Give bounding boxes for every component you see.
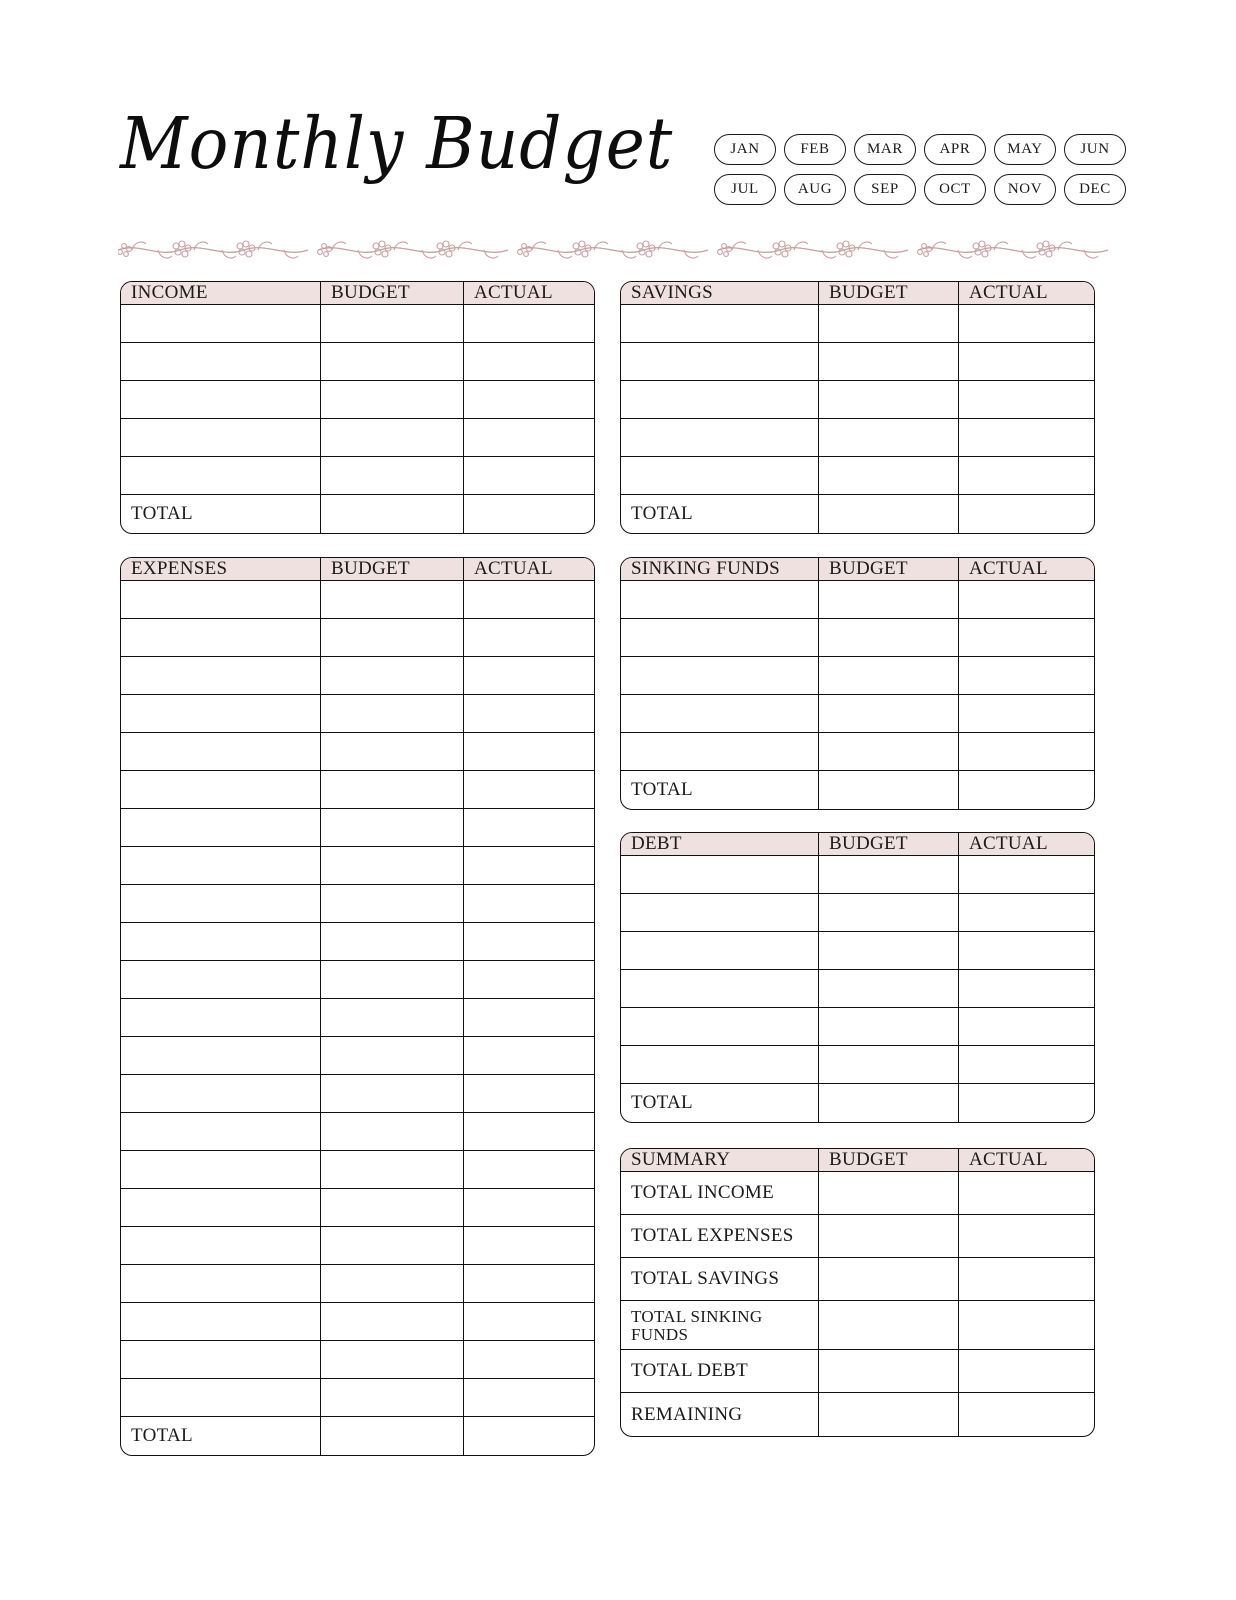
month-chip-nov[interactable]: NOV [994,174,1056,205]
savings-row-actual[interactable] [959,381,1094,418]
expenses-row-budget[interactable] [321,1265,464,1302]
income-total-budget[interactable] [321,495,464,533]
expenses-row-budget[interactable] [321,885,464,922]
savings-row-actual[interactable] [959,305,1094,342]
table-header-row [621,282,1094,305]
savings-row-actual[interactable] [959,457,1094,494]
table-row[interactable] [121,581,594,619]
expenses-row-budget[interactable] [321,1341,464,1378]
summary-header-label: SUMMARY [621,1149,819,1171]
summary-row-total-income[interactable] [621,1172,1094,1215]
savings-header-label: SAVINGS [621,282,819,304]
table-row[interactable] [621,581,1094,619]
table-row[interactable] [621,695,1094,733]
table-row[interactable] [121,695,594,733]
month-chip-jul[interactable]: JUL [714,174,776,205]
expenses-row-actual[interactable] [464,1303,594,1340]
debt-row-budget[interactable] [819,1008,959,1045]
debt-row-actual[interactable] [959,1008,1094,1045]
savings-row-label[interactable] [621,381,819,418]
expenses-row-actual[interactable] [464,1227,594,1264]
sinking-row-budget[interactable] [819,733,959,770]
table-row[interactable] [621,457,1094,495]
expenses-row-actual[interactable] [464,847,594,884]
table-row[interactable] [621,1046,1094,1084]
savings-total-actual[interactable] [959,495,1094,533]
debt-row-actual[interactable] [959,932,1094,969]
summary-actual[interactable] [959,1258,1094,1300]
table-row[interactable] [121,419,594,457]
income-row-budget[interactable] [321,305,464,342]
expenses-row-label[interactable] [121,695,321,732]
income-row-budget[interactable] [321,457,464,494]
expenses-row-budget[interactable] [321,657,464,694]
expenses-row-label[interactable] [121,1189,321,1226]
income-row-label[interactable] [121,343,321,380]
table-row[interactable] [621,343,1094,381]
summary-table [620,1148,1095,1437]
sinking-header-label: SINKING FUNDS [621,558,819,580]
expenses-row-budget[interactable] [321,809,464,846]
table-row[interactable] [121,1151,594,1189]
table-row[interactable] [121,1075,594,1113]
sinking-header-actual: ACTUAL [969,558,1048,579]
sinking-header-budget: BUDGET [819,558,959,580]
income-header-actual: ACTUAL [474,282,553,303]
sinking-row-label[interactable] [621,581,819,618]
savings-header-budget: BUDGET [819,282,959,304]
summary-row-total-savings[interactable] [621,1258,1094,1301]
savings-row-label[interactable] [621,419,819,456]
expenses-row-label[interactable] [121,847,321,884]
month-chip-mar[interactable]: MAR [854,134,916,165]
summary-header-budget: BUDGET [819,1149,959,1171]
expenses-row-actual[interactable] [464,1189,594,1226]
expenses-row-label[interactable] [121,657,321,694]
summary-actual[interactable] [959,1350,1094,1392]
table-row[interactable] [621,657,1094,695]
income-row-budget[interactable] [321,419,464,456]
table-row[interactable] [121,619,594,657]
table-row[interactable] [121,381,594,419]
table-row[interactable] [121,961,594,999]
summary-label: TOTAL INCOME [621,1172,819,1214]
income-row-label[interactable] [121,457,321,494]
expenses-row-actual[interactable] [464,1151,594,1188]
debt-row-budget[interactable] [819,894,959,931]
expenses-row-actual[interactable] [464,1037,594,1074]
table-row[interactable] [121,1113,594,1151]
savings-header-actual: ACTUAL [969,282,1048,303]
income-header-budget: BUDGET [321,282,464,304]
savings-row-budget[interactable] [819,381,959,418]
expenses-row-actual[interactable] [464,885,594,922]
expenses-row-budget[interactable] [321,695,464,732]
sinking-row-budget[interactable] [819,657,959,694]
expenses-row-budget[interactable] [321,733,464,770]
expenses-row-label[interactable] [121,619,321,656]
summary-row-total-expenses[interactable] [621,1215,1094,1258]
month-chip-apr[interactable]: APR [924,134,986,165]
summary-budget[interactable] [819,1301,959,1349]
expenses-row-label[interactable] [121,581,321,618]
sinking-row-actual[interactable] [959,695,1094,732]
table-row[interactable] [121,305,594,343]
income-total-actual[interactable] [464,495,594,533]
income-row-budget[interactable] [321,343,464,380]
income-total-row[interactable] [121,495,594,533]
sinking-row-label[interactable] [621,619,819,656]
sinking-row-actual[interactable] [959,581,1094,618]
expenses-row-budget[interactable] [321,847,464,884]
sinking-total-label: TOTAL [621,771,819,809]
savings-total-budget[interactable] [819,495,959,533]
table-row[interactable] [121,1303,594,1341]
expenses-row-label[interactable] [121,885,321,922]
income-row-actual[interactable] [464,305,594,342]
savings-row-budget[interactable] [819,305,959,342]
table-header-row [621,1149,1094,1172]
summary-label: TOTAL DEBT [621,1350,819,1392]
summary-budget[interactable] [819,1215,959,1257]
month-chip-sep[interactable]: SEP [854,174,916,205]
summary-actual[interactable] [959,1393,1094,1436]
debt-header-label: DEBT [621,833,819,855]
sinking-row-label[interactable] [621,733,819,770]
table-row[interactable] [121,457,594,495]
expenses-row-budget[interactable] [321,1379,464,1416]
debt-row-actual[interactable] [959,856,1094,893]
savings-row-budget[interactable] [819,457,959,494]
expenses-row-label[interactable] [121,1075,321,1112]
sinking-row-actual[interactable] [959,619,1094,656]
table-row[interactable] [121,999,594,1037]
sinking-total-row[interactable] [621,771,1094,809]
summary-row-total-debt[interactable] [621,1350,1094,1393]
expenses-row-label[interactable] [121,1341,321,1378]
debt-header-budget: BUDGET [819,833,959,855]
expenses-total-budget[interactable] [321,1417,464,1455]
expenses-row-actual[interactable] [464,695,594,732]
table-row[interactable] [621,419,1094,457]
expenses-row-actual[interactable] [464,999,594,1036]
expenses-row-label[interactable] [121,1227,321,1264]
expenses-row-budget[interactable] [321,1075,464,1112]
month-chip-feb[interactable]: FEB [784,134,846,165]
debt-total-actual[interactable] [959,1084,1094,1122]
expenses-row-actual[interactable] [464,1341,594,1378]
expenses-row-actual[interactable] [464,961,594,998]
expenses-row-budget[interactable] [321,923,464,960]
expenses-row-label[interactable] [121,1265,321,1302]
debt-total-row[interactable] [621,1084,1094,1122]
table-header-row [621,558,1094,581]
expenses-row-actual[interactable] [464,809,594,846]
summary-budget[interactable] [819,1258,959,1300]
expenses-row-budget[interactable] [321,1303,464,1340]
table-row[interactable] [121,1189,594,1227]
table-row[interactable] [121,847,594,885]
sinking-row-actual[interactable] [959,733,1094,770]
expenses-row-budget[interactable] [321,619,464,656]
sinking-row-actual[interactable] [959,657,1094,694]
income-row-actual[interactable] [464,419,594,456]
table-row[interactable] [621,970,1094,1008]
debt-row-budget[interactable] [819,932,959,969]
expenses-table [120,557,595,1456]
table-row[interactable] [121,1227,594,1265]
expenses-total-label: TOTAL [121,1417,321,1455]
summary-row-remaining[interactable] [621,1393,1094,1436]
floral-divider-icon [118,232,1118,268]
debt-table [620,832,1095,1123]
debt-row-actual[interactable] [959,970,1094,1007]
debt-header-actual: ACTUAL [969,833,1048,854]
summary-row-total-sinking-funds[interactable] [621,1301,1094,1350]
debt-row-label[interactable] [621,1046,819,1083]
expenses-row-label[interactable] [121,771,321,808]
summary-budget[interactable] [819,1350,959,1392]
savings-row-label[interactable] [621,305,819,342]
expenses-row-budget[interactable] [321,1037,464,1074]
table-row[interactable] [121,1379,594,1417]
table-header-row [121,282,594,305]
month-chip-dec[interactable]: DEC [1064,174,1126,205]
page-header [110,102,1126,218]
savings-row-budget[interactable] [819,419,959,456]
expenses-row-actual[interactable] [464,923,594,960]
income-total-label: TOTAL [121,495,321,533]
table-row[interactable] [621,1008,1094,1046]
expenses-row-actual[interactable] [464,1113,594,1150]
summary-label: TOTAL SINKING FUNDS [621,1301,819,1349]
income-header-label: INCOME [121,282,321,304]
savings-row-label[interactable] [621,343,819,380]
sinking-row-label[interactable] [621,657,819,694]
expenses-row-label[interactable] [121,1151,321,1188]
summary-label: TOTAL SAVINGS [621,1258,819,1300]
summary-label: TOTAL EXPENSES [621,1215,819,1257]
table-row[interactable] [621,856,1094,894]
summary-actual[interactable] [959,1301,1094,1349]
table-row[interactable] [621,733,1094,771]
table-row[interactable] [121,1037,594,1075]
summary-budget[interactable] [819,1172,959,1214]
month-selector [696,134,1126,205]
expenses-row-actual[interactable] [464,1265,594,1302]
debt-row-budget[interactable] [819,970,959,1007]
expenses-header-actual: ACTUAL [474,558,553,579]
debt-total-label: TOTAL [621,1084,819,1122]
sinking-total-actual[interactable] [959,771,1094,809]
sinking-row-budget[interactable] [819,619,959,656]
table-row[interactable] [621,381,1094,419]
summary-budget[interactable] [819,1393,959,1436]
table-row[interactable] [121,923,594,961]
income-row-label[interactable] [121,305,321,342]
summary-actual[interactable] [959,1215,1094,1257]
expenses-row-actual[interactable] [464,657,594,694]
savings-row-label[interactable] [621,457,819,494]
month-chip-aug[interactable]: AUG [784,174,846,205]
summary-label: REMAINING [621,1393,819,1436]
table-row[interactable] [121,771,594,809]
expenses-row-label[interactable] [121,809,321,846]
savings-table [620,281,1095,534]
debt-row-actual[interactable] [959,1046,1094,1083]
debt-row-label[interactable] [621,932,819,969]
income-row-label[interactable] [121,381,321,418]
expenses-row-label[interactable] [121,961,321,998]
debt-total-budget[interactable] [819,1084,959,1122]
sinking-funds-table [620,557,1095,810]
income-row-actual[interactable] [464,381,594,418]
expenses-row-actual[interactable] [464,733,594,770]
summary-actual[interactable] [959,1172,1094,1214]
debt-row-budget[interactable] [819,856,959,893]
expenses-row-budget[interactable] [321,1227,464,1264]
expenses-row-budget[interactable] [321,771,464,808]
table-header-row [621,833,1094,856]
savings-row-budget[interactable] [819,343,959,380]
expenses-row-label[interactable] [121,1037,321,1074]
sinking-total-budget[interactable] [819,771,959,809]
month-chip-may[interactable]: MAY [994,134,1056,165]
expenses-header-budget: BUDGET [321,558,464,580]
table-header-row [121,558,594,581]
table-row[interactable] [121,885,594,923]
expenses-row-budget[interactable] [321,581,464,618]
income-row-actual[interactable] [464,457,594,494]
table-row[interactable] [121,733,594,771]
sinking-row-budget[interactable] [819,695,959,732]
expenses-row-actual[interactable] [464,1075,594,1112]
expenses-row-budget[interactable] [321,961,464,998]
summary-header-actual: ACTUAL [969,1149,1048,1170]
expenses-header-label: EXPENSES [121,558,321,580]
expenses-total-row[interactable] [121,1417,594,1455]
income-row-label[interactable] [121,419,321,456]
expenses-row-actual[interactable] [464,771,594,808]
table-row[interactable] [621,305,1094,343]
expenses-total-actual[interactable] [464,1417,594,1455]
expenses-row-label[interactable] [121,1379,321,1416]
month-chip-jan[interactable]: JAN [714,134,776,165]
expenses-row-budget[interactable] [321,1189,464,1226]
table-row[interactable] [121,1265,594,1303]
income-row-actual[interactable] [464,343,594,380]
sinking-row-budget[interactable] [819,581,959,618]
expenses-row-label[interactable] [121,733,321,770]
month-chip-jun[interactable]: JUN [1064,134,1126,165]
expenses-row-budget[interactable] [321,1151,464,1188]
table-row[interactable] [121,343,594,381]
debt-row-label[interactable] [621,1008,819,1045]
table-row[interactable] [621,619,1094,657]
page-title: Monthly Budget [120,102,674,186]
debt-row-label[interactable] [621,970,819,1007]
expenses-row-actual[interactable] [464,1379,594,1416]
savings-row-actual[interactable] [959,419,1094,456]
debt-row-label[interactable] [621,894,819,931]
table-row[interactable] [121,657,594,695]
debt-row-actual[interactable] [959,894,1094,931]
debt-row-budget[interactable] [819,1046,959,1083]
savings-total-row[interactable] [621,495,1094,533]
expenses-row-label[interactable] [121,923,321,960]
savings-total-label: TOTAL [621,495,819,533]
month-row-first [696,134,1126,165]
expenses-row-budget[interactable] [321,999,464,1036]
table-row[interactable] [121,1341,594,1379]
table-row[interactable] [621,894,1094,932]
month-chip-oct[interactable]: OCT [924,174,986,205]
expenses-row-actual[interactable] [464,581,594,618]
table-row[interactable] [621,932,1094,970]
income-row-budget[interactable] [321,381,464,418]
expenses-row-budget[interactable] [321,1113,464,1150]
savings-row-actual[interactable] [959,343,1094,380]
expenses-row-actual[interactable] [464,619,594,656]
income-table [120,281,595,534]
expenses-row-label[interactable] [121,999,321,1036]
debt-row-label[interactable] [621,856,819,893]
month-row-second [696,174,1126,205]
table-row[interactable] [121,809,594,847]
sinking-row-label[interactable] [621,695,819,732]
expenses-row-label[interactable] [121,1113,321,1150]
expenses-row-label[interactable] [121,1303,321,1340]
